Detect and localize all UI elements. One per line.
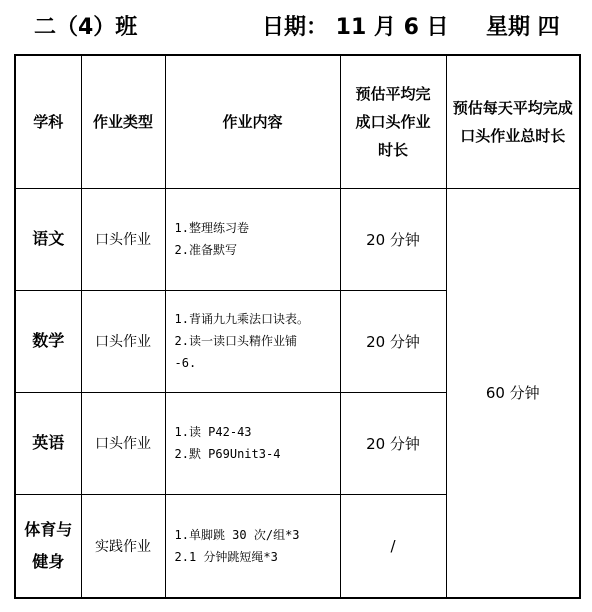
duration-cell: 20 分钟 bbox=[340, 392, 446, 494]
header-total-duration-line: 预估每天平均完成 bbox=[452, 98, 573, 117]
header-type: 作业类型 bbox=[81, 55, 165, 188]
header-avg-duration-line: 预估平均完 bbox=[355, 84, 431, 103]
subject-line: 体育与 bbox=[24, 519, 73, 539]
header-content: 作业内容 bbox=[165, 55, 340, 188]
content-cell bbox=[165, 494, 340, 598]
duration-cell: 20 分钟 bbox=[340, 290, 446, 392]
homework-table bbox=[14, 54, 581, 599]
subject-cell: 语文 bbox=[15, 188, 81, 290]
class-label: 二（4）班 bbox=[34, 15, 138, 40]
type-cell: 口头作业 bbox=[81, 290, 165, 392]
content-cell bbox=[165, 188, 340, 290]
table-header-row bbox=[15, 55, 580, 188]
content-line: 2.1 分钟跳短绳*3 bbox=[174, 549, 278, 564]
content-line: 2.读一读口头精作业铺 bbox=[174, 334, 297, 348]
content-cell bbox=[165, 392, 340, 494]
content-line: 2.默 P69Unit3-4 bbox=[174, 447, 281, 461]
header-subject: 学科 bbox=[15, 55, 81, 188]
content-cell bbox=[165, 290, 340, 392]
content-line: 1.读 P42-43 bbox=[174, 425, 252, 439]
header-total-duration bbox=[446, 55, 580, 188]
weekday-label: 星期 四 bbox=[486, 15, 560, 40]
table-row bbox=[15, 188, 580, 290]
duration-cell: 20 分钟 bbox=[340, 188, 446, 290]
header-avg-duration bbox=[340, 55, 446, 188]
header-avg-duration-line: 时长 bbox=[377, 140, 408, 159]
header-total-duration-line: 口头作业总时长 bbox=[460, 126, 566, 145]
subject-cell: 数学 bbox=[15, 290, 81, 392]
content-line: -6. bbox=[174, 356, 197, 370]
content-line: 2.准备默写 bbox=[174, 243, 237, 257]
total-duration-cell: 60 分钟 bbox=[446, 188, 580, 598]
type-cell: 口头作业 bbox=[81, 392, 165, 494]
subject-cell: 英语 bbox=[15, 392, 81, 494]
type-cell: 口头作业 bbox=[81, 188, 165, 290]
type-cell: 实践作业 bbox=[81, 494, 165, 598]
content-line: 1.整理练习卷 bbox=[174, 221, 249, 235]
content-line: 1.单脚跳 30 次/组*3 bbox=[174, 527, 300, 542]
page-header bbox=[0, 6, 592, 42]
subject-cell bbox=[15, 494, 81, 598]
date-label: 日期： 11 月 6 日 bbox=[262, 15, 449, 40]
subject-line: 健身 bbox=[32, 551, 65, 571]
content-line: 1.背诵九九乘法口诀表。 bbox=[174, 312, 309, 326]
header-avg-duration-line: 成口头作业 bbox=[355, 112, 431, 131]
duration-cell: / bbox=[340, 494, 446, 598]
